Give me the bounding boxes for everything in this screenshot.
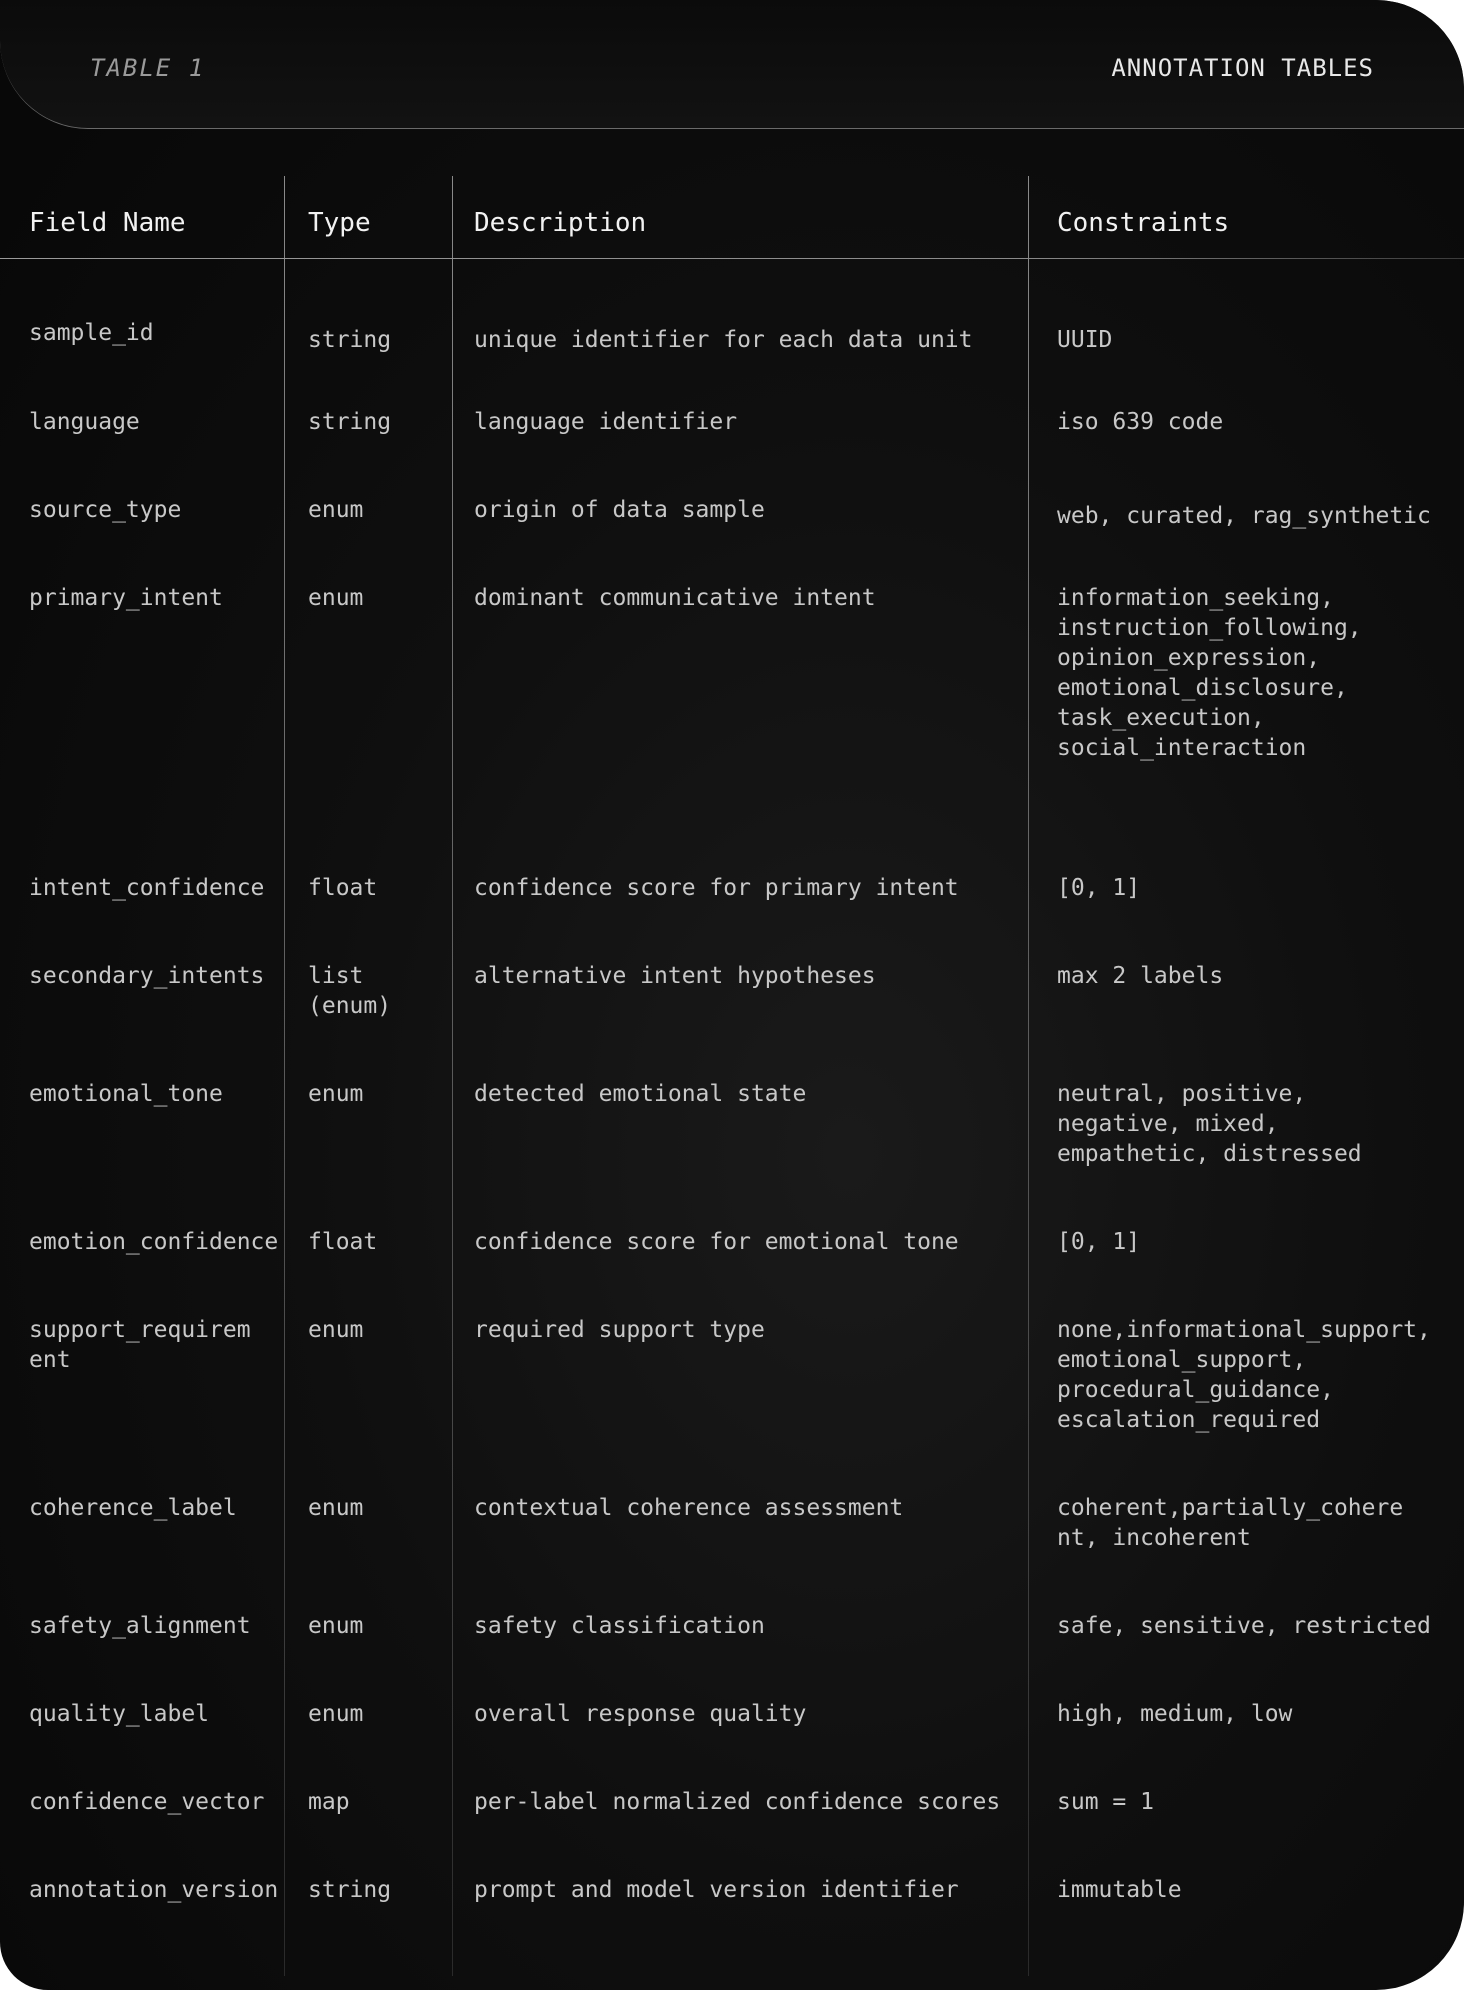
cell-type: enum <box>308 1701 364 1727</box>
cell-field-name: safety_alignment <box>29 1613 251 1639</box>
column-divider <box>452 176 453 1976</box>
cell-field-name: emotion_confidence <box>29 1229 279 1255</box>
column-header-type: Type <box>308 208 371 238</box>
cell-description: language identifier <box>474 409 738 435</box>
cell-description: dominant communicative intent <box>474 585 876 611</box>
cell-constraints: neutral, positive, negative, mixed, empathetic, distressed <box>1057 1081 1362 1167</box>
cell-field-name: annotation_version <box>29 1877 279 1903</box>
cell-constraints: safe, sensitive, restricted <box>1057 1613 1431 1639</box>
cell-description: required support type <box>474 1317 765 1343</box>
cell-description: alternative intent hypotheses <box>474 963 876 989</box>
cell-description: confidence score for primary intent <box>474 875 959 901</box>
cell-field-name: source_type <box>29 497 182 523</box>
panel-header <box>0 0 1464 129</box>
cell-description: confidence score for emotional tone <box>474 1229 959 1255</box>
cell-description: overall response quality <box>474 1701 807 1727</box>
cell-type: float <box>308 1229 378 1255</box>
cell-constraints: [0, 1] <box>1057 875 1141 901</box>
cell-type: enum <box>308 1613 364 1639</box>
header-divider <box>0 258 1464 259</box>
cell-constraints: information_seeking, instruction_following, opinion_expression, emotional_disclosure, task_execution, social_interaction <box>1057 585 1362 761</box>
column-header-description: Description <box>474 208 647 238</box>
table-label: TABLE 1 <box>90 54 206 82</box>
cell-constraints: web, curated, rag_synthetic <box>1057 503 1431 529</box>
cell-constraints: none,informational_support, emotional_support, procedural_guidance, escalation_required <box>1057 1317 1431 1433</box>
cell-constraints: sum = 1 <box>1057 1789 1154 1815</box>
panel-title: ANNOTATION TABLES <box>1111 54 1374 82</box>
cell-constraints: max 2 labels <box>1057 963 1224 989</box>
cell-type: enum <box>308 497 364 523</box>
cell-type: enum <box>308 1495 364 1521</box>
cell-constraints: high, medium, low <box>1057 1701 1293 1727</box>
cell-type: enum <box>308 585 364 611</box>
cell-field-name: coherence_label <box>29 1495 237 1521</box>
column-header-field-name: Field Name <box>29 208 186 238</box>
cell-description: safety classification <box>474 1613 765 1639</box>
cell-type: map <box>308 1789 350 1815</box>
cell-field-name: quality_label <box>29 1701 210 1727</box>
cell-field-name: support_requirem ent <box>29 1317 251 1373</box>
cell-constraints: immutable <box>1057 1877 1182 1903</box>
column-header-constraints: Constraints <box>1057 208 1230 238</box>
cell-field-name: primary_intent <box>29 585 223 611</box>
cell-type: enum <box>308 1081 364 1107</box>
cell-type: string <box>308 1877 392 1903</box>
cell-field-name: sample_id <box>29 320 154 346</box>
cell-field-name: secondary_intents <box>29 963 265 989</box>
cell-constraints: [0, 1] <box>1057 1229 1141 1255</box>
cell-type: float <box>308 875 378 901</box>
cell-field-name: confidence_vector <box>29 1789 265 1815</box>
column-divider <box>284 176 285 1976</box>
cell-type: enum <box>308 1317 364 1343</box>
cell-description: detected emotional state <box>474 1081 807 1107</box>
cell-description: origin of data sample <box>474 497 765 523</box>
column-divider <box>1028 176 1029 1976</box>
cell-constraints: iso 639 code <box>1057 409 1224 435</box>
cell-constraints: UUID <box>1057 327 1113 353</box>
cell-description: per-label normalized confidence scores <box>474 1789 1001 1815</box>
cell-description: unique identifier for each data unit <box>474 327 973 353</box>
cell-field-name: emotional_tone <box>29 1081 223 1107</box>
cell-constraints: coherent,partially_cohere nt, incoherent <box>1057 1495 1404 1551</box>
cell-field-name: language <box>29 409 140 435</box>
cell-type: string <box>308 327 392 353</box>
cell-description: contextual coherence assessment <box>474 1495 904 1521</box>
cell-type: string <box>308 409 392 435</box>
cell-description: prompt and model version identifier <box>474 1877 959 1903</box>
cell-type: list (enum) <box>308 963 392 1019</box>
cell-field-name: intent_confidence <box>29 875 265 901</box>
